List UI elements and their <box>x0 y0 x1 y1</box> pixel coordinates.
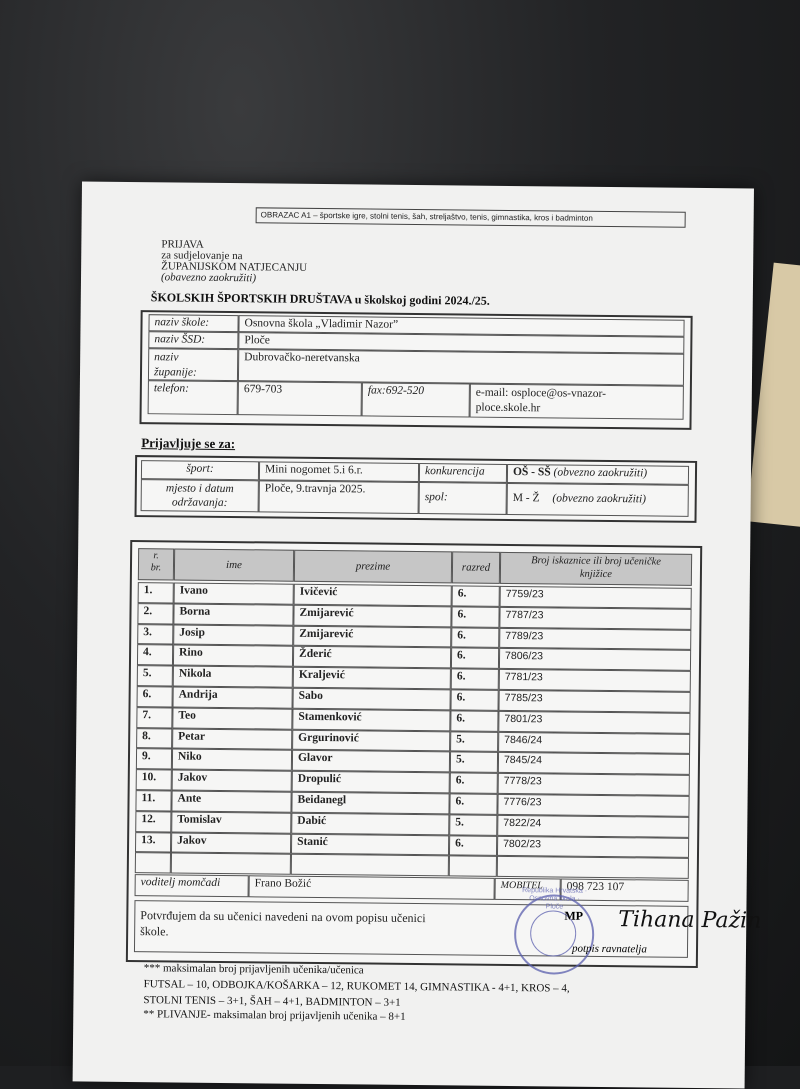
cell-prezime: Beidanegl <box>291 792 449 814</box>
cell-broj: 7822/24 <box>497 815 689 838</box>
school-name-label: naziv škole: <box>148 314 238 332</box>
cell-prezime <box>291 854 449 876</box>
cell-prezime: Dropulić <box>292 771 450 793</box>
ssd-label: naziv ŠSD: <box>148 331 238 349</box>
place-date-label-line2: održavanja: <box>171 496 228 510</box>
cell-broj <box>497 856 689 879</box>
note-line1: *** maksimalan broj prijavljenih učenika/učenica <box>143 962 364 977</box>
cell-prezime: Kraljević <box>293 667 451 689</box>
cell-n: 10. <box>136 769 172 790</box>
cell-broj: 7806/23 <box>499 648 691 671</box>
email-line1: e-mail: osploce@os-vnazor- <box>475 386 606 400</box>
cell-razred: 5. <box>450 752 498 773</box>
cell-ime: Teo <box>172 707 292 729</box>
cell-broj: 7802/23 <box>497 835 689 858</box>
cell-razred: 5. <box>450 731 498 752</box>
cell-broj: 7801/23 <box>498 711 690 734</box>
cell-broj: 7785/23 <box>498 690 690 713</box>
signature-caption: potpis ravnatelja <box>571 942 647 956</box>
sport-value: Mini nogomet 5.i 6.r. <box>259 461 419 482</box>
cell-n: 8. <box>136 728 172 749</box>
sport-label: šport: <box>141 460 259 480</box>
cell-n: 4. <box>137 644 173 665</box>
confirmation-text-line1: Potvrđujem da su učenici navedeni na ovom popisu učenici <box>140 908 426 926</box>
cell-prezime: Zmijarević <box>293 625 451 647</box>
school-stamp <box>514 887 595 975</box>
cell-n <box>135 852 171 873</box>
cell-broj: 7789/23 <box>499 627 691 650</box>
cell-prezime: Stamenković <box>292 709 450 731</box>
cell-razred: 6. <box>450 710 498 731</box>
cell-razred: 5. <box>449 814 497 835</box>
cell-ime: Rino <box>173 645 293 667</box>
header-note: (obavezno zaokružiti) <box>160 271 257 285</box>
county-label-line1: naziv <box>154 351 179 364</box>
county-value: Dubrovačko-neretvanska <box>238 349 684 386</box>
fax-value: fax:692-520 <box>362 382 470 417</box>
gender-note: (obvezno zaokružiti) <box>552 492 647 506</box>
cell-razred: 6. <box>451 669 499 690</box>
cell-ime: Nikola <box>173 666 293 688</box>
cell-razred <box>449 856 497 877</box>
cell-razred: 6. <box>449 835 497 856</box>
cell-prezime: Zmijarević <box>293 605 451 627</box>
gender-options: M - Ž <box>512 492 540 505</box>
col-header-broj-line2: knjižice <box>579 568 613 581</box>
cell-razred: 6. <box>451 648 499 669</box>
konkurencija-label: konkurencija <box>419 463 507 483</box>
cell-ime: Niko <box>172 749 292 771</box>
col-header-broj <box>500 552 692 586</box>
header-prijava: PRIJAVA <box>161 238 204 251</box>
cell-n: 7. <box>136 707 172 728</box>
confirmation-text-line2: škole. <box>140 924 169 939</box>
col-header-ime: ime <box>174 548 294 581</box>
place-date-label <box>141 479 259 512</box>
header-line2: za sudjelovanje na <box>161 249 243 263</box>
coach-label: voditelj momčadi <box>135 874 249 897</box>
coach-value: Frano Božić <box>249 875 495 900</box>
cell-prezime: Stanić <box>291 833 449 855</box>
cell-prezime: Grgurinović <box>292 729 450 751</box>
note-line3: STOLNI TENIS – 3+1, ŠAH – 4+1, BADMINTON – 3+1 <box>143 994 401 1009</box>
mobile-label: MOBITEL <box>495 878 561 901</box>
konkurencija-options: OŠ - SŠ <box>512 466 551 479</box>
form-code-box: OBRAZAC A1 – športske igre, stolni tenis, šah, streljaštvo, tenis, gimnastika, kros i badminton <box>256 207 686 228</box>
col-header-rbr-line1: r. <box>153 550 159 562</box>
cell-prezime: Žderić <box>293 646 451 668</box>
cell-broj: 7776/23 <box>497 794 689 817</box>
player-table <box>126 540 702 968</box>
signature: Tihana Pažin <box>618 907 762 934</box>
cell-razred: 6. <box>451 627 499 648</box>
cell-razred: 6. <box>452 585 500 606</box>
table-row <box>132 542 700 548</box>
cell-n: 9. <box>136 748 172 769</box>
col-header-razred: razred <box>452 551 500 584</box>
cell-ime: Ante <box>171 790 291 812</box>
cell-n: 12. <box>135 811 171 832</box>
place-date-label-line1: mjesto i datum <box>165 482 234 496</box>
cell-ime: Andrija <box>173 686 293 708</box>
col-header-rbr <box>138 548 174 580</box>
cell-razred: 6. <box>450 773 498 794</box>
cell-ime: Borna <box>173 603 293 625</box>
cell-broj: 7759/23 <box>500 586 692 609</box>
cell-ime: Jakov <box>172 770 292 792</box>
mobile-value: 098 723 107 <box>561 879 689 902</box>
gender-label: spol: <box>419 482 507 515</box>
cell-broj: 7781/23 <box>499 669 691 692</box>
cell-prezime: Dabić <box>291 813 449 835</box>
cell-broj: 7846/24 <box>498 731 690 754</box>
note-line2: FUTSAL – 10, ODBOJKA/KOŠARKA – 12, RUKOMET 14, GIMNASTIKA - 4+1, KROS – 4, <box>143 978 570 995</box>
konkurencija-value <box>507 464 689 485</box>
form-title: ŠKOLSKIH ŠPORTSKIH DRUŠTAVA u školskoj godini 2024./25. <box>150 290 490 308</box>
cell-ime: Jakov <box>171 832 291 854</box>
cell-prezime: Glavor <box>292 750 450 772</box>
cell-razred: 6. <box>451 689 499 710</box>
cell-prezime: Ivičević <box>294 584 452 606</box>
cell-razred: 6. <box>451 606 499 627</box>
gender-value <box>507 483 689 517</box>
cell-ime: Tomislav <box>171 811 291 833</box>
note-line4: ** PLIVANJE- maksimalan broj prijavljenih učenika – 8+1 <box>143 1008 406 1023</box>
cell-n: 6. <box>137 686 173 707</box>
email-line2: ploce.skole.hr <box>475 401 541 415</box>
cell-broj: 7787/23 <box>499 607 691 630</box>
cell-ime: Josip <box>173 624 293 646</box>
cell-prezime: Sabo <box>293 688 451 710</box>
cell-n: 1. <box>138 582 174 603</box>
school-name-value: Osnovna škola „Vladimir Nazor” <box>238 315 684 337</box>
cell-n: 13. <box>135 832 171 853</box>
school-info-box <box>139 310 692 430</box>
cell-ime <box>171 853 291 875</box>
cell-n: 3. <box>137 624 173 645</box>
header-competition-level: ŽUPANIJSKOM NATJECANJU <box>161 260 308 274</box>
cell-broj: 7845/24 <box>498 752 690 775</box>
cell-n: 5. <box>137 665 173 686</box>
col-header-prezime: prezime <box>294 550 452 584</box>
cell-n: 11. <box>135 790 171 811</box>
cell-ime: Petar <box>172 728 292 750</box>
cell-n: 2. <box>137 603 173 624</box>
col-header-broj-line1: Broj iskaznice ili broj učeničke <box>531 555 662 568</box>
phone-value: 679-703 <box>238 381 362 416</box>
email-value <box>470 384 684 420</box>
ssd-value: Ploče <box>238 332 684 354</box>
cell-ime: Ivano <box>174 582 294 604</box>
stamp-text: Republika Hrvatska · Osnovna škola · Ploče <box>522 887 588 911</box>
application-form <box>73 181 762 1088</box>
county-label-line2: županije: <box>153 366 197 379</box>
mp-mark: MP <box>564 908 584 923</box>
county-label <box>148 348 238 381</box>
cell-razred: 6. <box>449 793 497 814</box>
col-header-rbr-line2: br. <box>150 562 162 574</box>
place-date-value: Ploče, 9.travnja 2025. <box>259 480 419 514</box>
phone-label: telefon: <box>148 380 238 415</box>
cell-broj: 7778/23 <box>498 773 690 796</box>
konkurencija-note: (obvezno zaokružiti) <box>553 466 648 480</box>
competition-box <box>135 455 698 523</box>
registration-subtitle: Prijavljuje se za: <box>141 435 236 452</box>
